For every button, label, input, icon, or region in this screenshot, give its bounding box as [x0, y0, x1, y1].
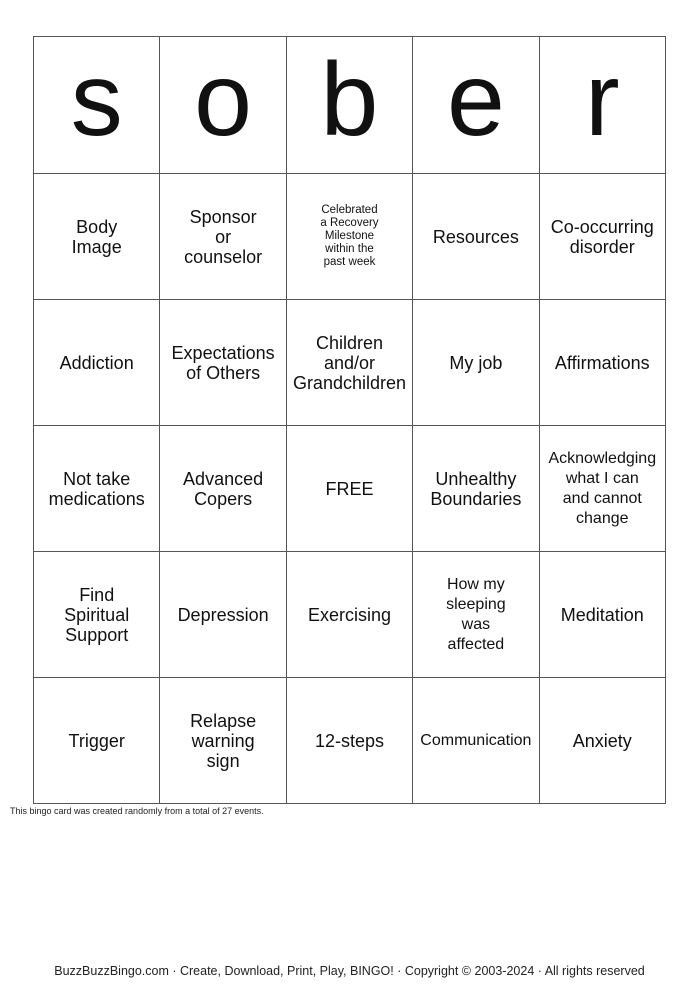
bingo-cell: Anxiety	[539, 678, 665, 804]
header-letter: e	[413, 37, 539, 174]
bingo-cell: Unhealthy Boundaries	[413, 426, 539, 552]
header-letter: s	[34, 37, 160, 174]
bingo-cell: Children and/or Grandchildren	[286, 300, 412, 426]
bingo-cell: My job	[413, 300, 539, 426]
bingo-cell: Acknowledging what I can and cannot change	[539, 426, 665, 552]
bingo-cell: Co-occurring disorder	[539, 174, 665, 300]
bingo-cell: Trigger	[34, 678, 160, 804]
header-letter: r	[539, 37, 665, 174]
bingo-cell: How my sleeping was affected	[413, 552, 539, 678]
bingo-cell: Relapse warning sign	[160, 678, 286, 804]
header-row	[34, 37, 666, 174]
bingo-cell: Affirmations	[539, 300, 665, 426]
bingo-cell: Resources	[413, 174, 539, 300]
card-row	[34, 174, 666, 300]
bingo-cell: Not take medications	[34, 426, 160, 552]
bingo-cell: Communication	[413, 678, 539, 804]
card-row	[34, 552, 666, 678]
page-footer: BuzzBuzzBingo.com · Create, Download, Print, Play, BINGO! · Copyright © 2003-2024 · All rights reserved	[54, 964, 645, 978]
bingo-cell: Advanced Copers	[160, 426, 286, 552]
bingo-card	[33, 36, 666, 804]
header-letter: b	[286, 37, 412, 174]
card-row	[34, 678, 666, 804]
header-letter: o	[160, 37, 286, 174]
bingo-cell: Find Spiritual Support	[34, 552, 160, 678]
bingo-cell: Depression	[160, 552, 286, 678]
bingo-cell: Meditation	[539, 552, 665, 678]
bingo-cell: Sponsor or counselor	[160, 174, 286, 300]
free-cell: FREE	[286, 426, 412, 552]
bingo-cell: Celebrated a Recovery Milestone within the past week	[286, 174, 412, 300]
bingo-cell: 12-steps	[286, 678, 412, 804]
card-row	[34, 300, 666, 426]
generation-note: This bingo card was created randomly from a total of 27 events.	[10, 806, 264, 816]
bingo-cell: Body Image	[34, 174, 160, 300]
bingo-cell: Addiction	[34, 300, 160, 426]
bingo-cell: Exercising	[286, 552, 412, 678]
bingo-cell: Expectations of Others	[160, 300, 286, 426]
card-row	[34, 426, 666, 552]
